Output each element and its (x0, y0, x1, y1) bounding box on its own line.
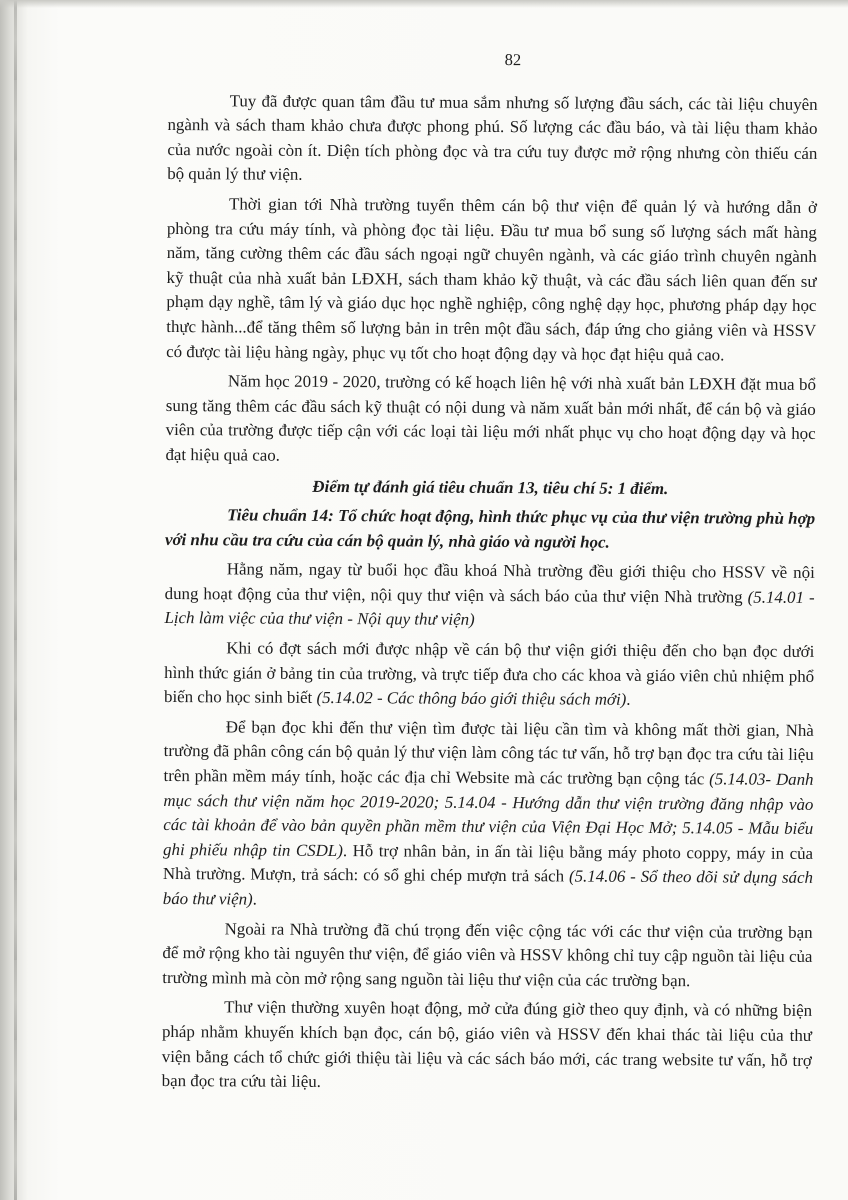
evidence-citation: (5.14.03- Danh mục sách thư viện năm học 2019-2020; 5.14.04 - Hướng dẫn thư viện trường đăng nhập vào các tài khoản để vào bản quyền phần mềm thư viện của Viện Đại Học Mở; 5.14.05 - Mẫu biểu ghi phiếu nhập tin CSDL) (163, 769, 814, 860)
document-body (162, 46, 818, 1103)
score-heading: Điểm tự đánh giá tiêu chuẩn 13, tiêu chí 5: 1 điểm. (312, 476, 669, 498)
paragraph-7: Ngoài ra Nhà trường đã chú trọng đến việc cộng tác với các thư viện của trường bạn để mở rộng kho tài nguyên thư viện, để giáo viên và HSSV không chỉ tuy cập nguồn tài liệu của trường mình mà còn mở rộng sang nguồn tài liệu thư viện của các trường bạn. (162, 918, 813, 990)
paragraph-4 (164, 557, 814, 635)
paragraph-4-text: Hằng năm, ngay từ buổi học đầu khoá Nhà trường đều giới thiệu cho HSSV về nội dung hoạt động của thư viện, nội quy thư viện và sách báo của thư viện Nhà trường (164, 559, 815, 607)
paragraph-6-text-2: . Hỗ trợ nhân bản, in ấn tài liệu bằng máy photo coppy, máy in của Nhà trường. Mượn, trả sách: có sổ ghi chép mượn trả sách (162, 840, 814, 886)
standard-heading: Tiêu chuẩn 14: Tổ chức hoạt động, hình thức phục vụ của thư viện trường phù hợp với nhu cầu tra cứu của cán bộ quản lý, nhà giáo và người học. (164, 505, 816, 552)
evidence-citation: (5.14.01 - Lịch làm việc của thư viện - Nội quy thư viện) (164, 587, 815, 630)
paragraph-2: Thời gian tới Nhà trường tuyển thêm cán bộ thư viện để quản lý và hướng dẫn ở phòng tra cứu máy tính, và phòng đọc tài liệu. Đầu tư mua bổ sung số lượng sách mất hàng năm, tăng cường thêm các đầu sách ngoại ngữ chuyên ngành, và các giáo trình chuyên ngành kỹ thuật của nhà xuất bản LĐXH, sách tham khảo kỹ thuật, và các đầu sách liên quan đến sư phạm dạy nghề, tâm lý và giáo dục học nghề nghiệp, công nghệ dạy học, phương pháp dạy học thực hành...để tăng thêm số lượng bản in trên một đầu sách, đáp ứng cho giảng viên và HSSV có được tài liệu hàng ngày, phục vụ tốt cho hoạt động dạy và học đạt hiệu quả cao. (166, 194, 818, 364)
paragraph-3: Năm học 2019 - 2020, trường có kế hoạch liên hệ với nhà xuất bản LĐXH đặt mua bổ sung tăng thêm các đầu sách kỹ thuật có nội dung và năm xuất bản mới nhất, để cán bộ và giáo viên của trường được tiếp cận với các loại tài liệu mới nhất phục vụ cho hoạt động dạy và học đạt hiệu quả cao. (165, 371, 817, 465)
paragraph-5-tail: . (626, 690, 631, 710)
paragraph-6 (163, 715, 814, 916)
paragraph-1: Tuy đã được quan tâm đầu tư mua sắm nhưng số lượng đầu sách, các tài liệu chuyên ngành và sách tham khảo chưa được phong phú. Số lượng các đầu báo, và tài liệu tham khảo của nước ngoài còn ít. Diện tích phòng đọc và tra cứu tuy được mở rộng nhưng còn thiếu cán bộ quản lý thư viện. (167, 90, 818, 185)
page-number: 82 (504, 50, 522, 70)
paragraph-6-tail: . (252, 889, 257, 909)
paragraph-5-text: Khi có đợt sách mới được nhập về cán bộ thư viện giới thiệu đến cho bạn đọc dưới hình thức gián ở bảng tin của trường, và trực tiếp đưa cho các khoa và giáo viên chủ nhiệm phổ biến cho học sinh biết (163, 638, 815, 708)
paragraph-5 (164, 636, 814, 714)
paragraph-8: Thư viện thường xuyên hoạt động, mở cửa đúng giờ theo quy định, và có những biện pháp nhằm khuyến khích bạn đọc, cán bộ, giáo viên và HSSV đến khai thác tài liệu của thư viện bằng cách tổ chức giới thiệu tài liệu và các sách báo mới, các trang website tư vấn, hỗ trợ bạn đọc tra cứu tài liệu. (161, 997, 813, 1092)
paragraph-6-text-1: Để bạn đọc khi đến thư viện tìm được tài liệu cần tìm và không mất thời gian, Nhà trường đã phân công cán bộ quản lý thư viện làm công tác tư vấn, hỗ trợ bạn đọc tra cứu tài liệu trên phần mềm máy tính, hoặc các địa chỉ Website mà các trường bạn cộng tác (163, 717, 814, 789)
evidence-citation: (5.14.02 - Các thông báo giới thiệu sách mới) (316, 688, 627, 710)
evidence-citation: (5.14.06 - Sổ theo dõi sử dụng sách báo thư viện) (162, 866, 814, 909)
